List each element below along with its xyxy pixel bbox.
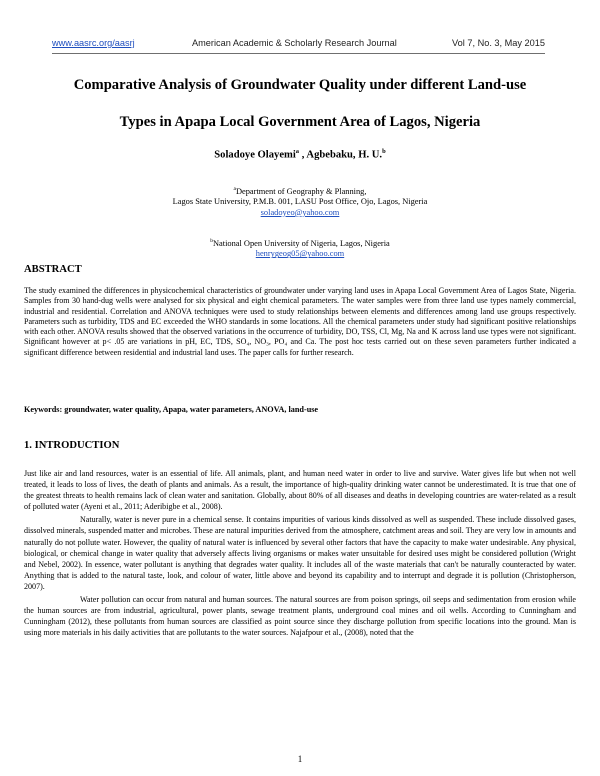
paper-title-line-2: Types in Apapa Local Government Area of Lagos, Nigeria	[119, 114, 481, 130]
intro-paragraph-2: Naturally, water is never pure in a chemical sense. It contains impurities of various kinds dissolved as well as suspended. These include dissolved gases, dissolved minerals, suspended matter and microbes. These are natural impurities derived from the atmosphere, catchment areas and soil. They are very low in amounts and naturally do not pollute water. However, the quality of natural water is influenced by several other factors that have the capacity to make water undesirable. Any physical, biological, or chemical change in water quality that adversely affects living organisms or makes water unsuitable for desired uses might be considered pollution (Wright and Nebel, 2002). In essence, water pollutant is anything that degrades water quality. It includes all of the waste materials that can't be naturally counteracted by water. Anything that is added to the natural taste, look, and colour of water, little above and beyond its capability and to interrupt and degrade it is pollution (Christopherson, 2007).	[24, 515, 576, 591]
affiliation-a-address: Lagos State University, P.M.B. 001, LASU Post Office, Ojo, Lagos, Nigeria	[172, 197, 428, 207]
affiliation-a-dept: Department of Geography & Planning,	[235, 186, 367, 196]
author-separator: ,	[299, 149, 307, 161]
affiliation-b-institution: National Open University of Nigeria, Lagos, Nigeria	[212, 238, 390, 248]
author-2-name: Agbebaku, H. U.	[306, 149, 383, 161]
author-list	[0, 148, 600, 161]
author-2-affil-mark: b	[382, 148, 386, 155]
affiliation-b-mark: b	[210, 238, 213, 244]
introduction-body	[24, 468, 576, 640]
affiliation-a-mark: a	[233, 186, 236, 192]
paper-title-line-1: Comparative Analysis of Groundwater Quality under different Land-use	[73, 77, 527, 93]
volume-info: Vol 7, No. 3, May 2015	[452, 38, 545, 48]
affiliation-b	[0, 236, 600, 260]
intro-paragraph-3: Water pollution can occur from natural and human sources. The natural sources are from poison springs, oil seeps and sedimentation from erosion while the human sources are from industrial, agricultural, power plants, sewage treatment plants, underground coal mines and oil wells. According to Cunningham and Cunningham (2012), these pollutants from human sources are classified as point source since they discharge pollution from specific locations into the ground. Man is using more materials in his daily activities that are pollutants to the water sources. Najafpour et al., (2008), noted that the	[24, 595, 576, 638]
affiliation-b-email-link[interactable]: henrygeog05@yahoo.com	[255, 249, 345, 259]
affiliation-a-email-link[interactable]: soladoyeo@yahoo.com	[260, 207, 340, 217]
author-1-affil-mark: a	[295, 148, 300, 155]
journal-name: American Academic & Scholarly Research Journal	[192, 38, 397, 48]
introduction-heading: 1. INTRODUCTION	[24, 440, 120, 451]
abstract-text: The study examined the differences in physicochemical characteristics of groundwater under varying land uses in Apapa Local Government Area of Lagos State, Nigeria. Samples from 30 hand-dug wells were analysed for six physical and eight chemical parameters. The water samples were from three land use types namely commercial, industrial and residential. Correlation and ANOVA techniques were used to study relationships between elements and differences among land use groups respectively. Parameters such as turbidity, TDS and EC exceeded the WHO standards in some locations. All the chemical parameters under study had significant positive relationships with each other. ANOVA results showed that the observed variations in the occurrence of turbidity, DO, TSS, Cl, Mg, Na and K across land use types were not significant. Significant however at p< .05 are variations in pH, EC, TDS, SO₄, NO₃, PO₄ and Ca. The post hoc tests carried out on these seven parameters further indicated a significant difference between residential and industrial land uses. The paper calls for further research.	[24, 286, 576, 357]
header-divider	[52, 53, 545, 54]
keywords: Keywords: groundwater, water quality, Apapa, water parameters, ANOVA, land-use	[24, 405, 319, 414]
author-1-name: Soladoye Olayemi	[214, 149, 296, 161]
running-header	[52, 38, 545, 52]
intro-paragraph-1: Just like air and land resources, water is an essential of life. All animals, plant, and human need water in order to live and survive. Water gives life but when not well treated, it leads to loss of lives, the death of plants and animals. As a result, the importance of high-quality drinking water cannot be underestimated. It is true that one of the greatest threats to health remains lack of clean water and sanitation. Globally, about 80% of all diseases and deaths in developing countries are water-related as a result of polluted water (Ayeni et al., 2011; Aderibigbe et al., 2008).	[24, 469, 576, 512]
page-number: 1	[297, 754, 303, 764]
affiliation-a	[0, 184, 600, 218]
journal-url-link[interactable]: www.aasrc.org/aasrj	[52, 38, 135, 48]
abstract-heading: ABSTRACT	[24, 264, 82, 275]
